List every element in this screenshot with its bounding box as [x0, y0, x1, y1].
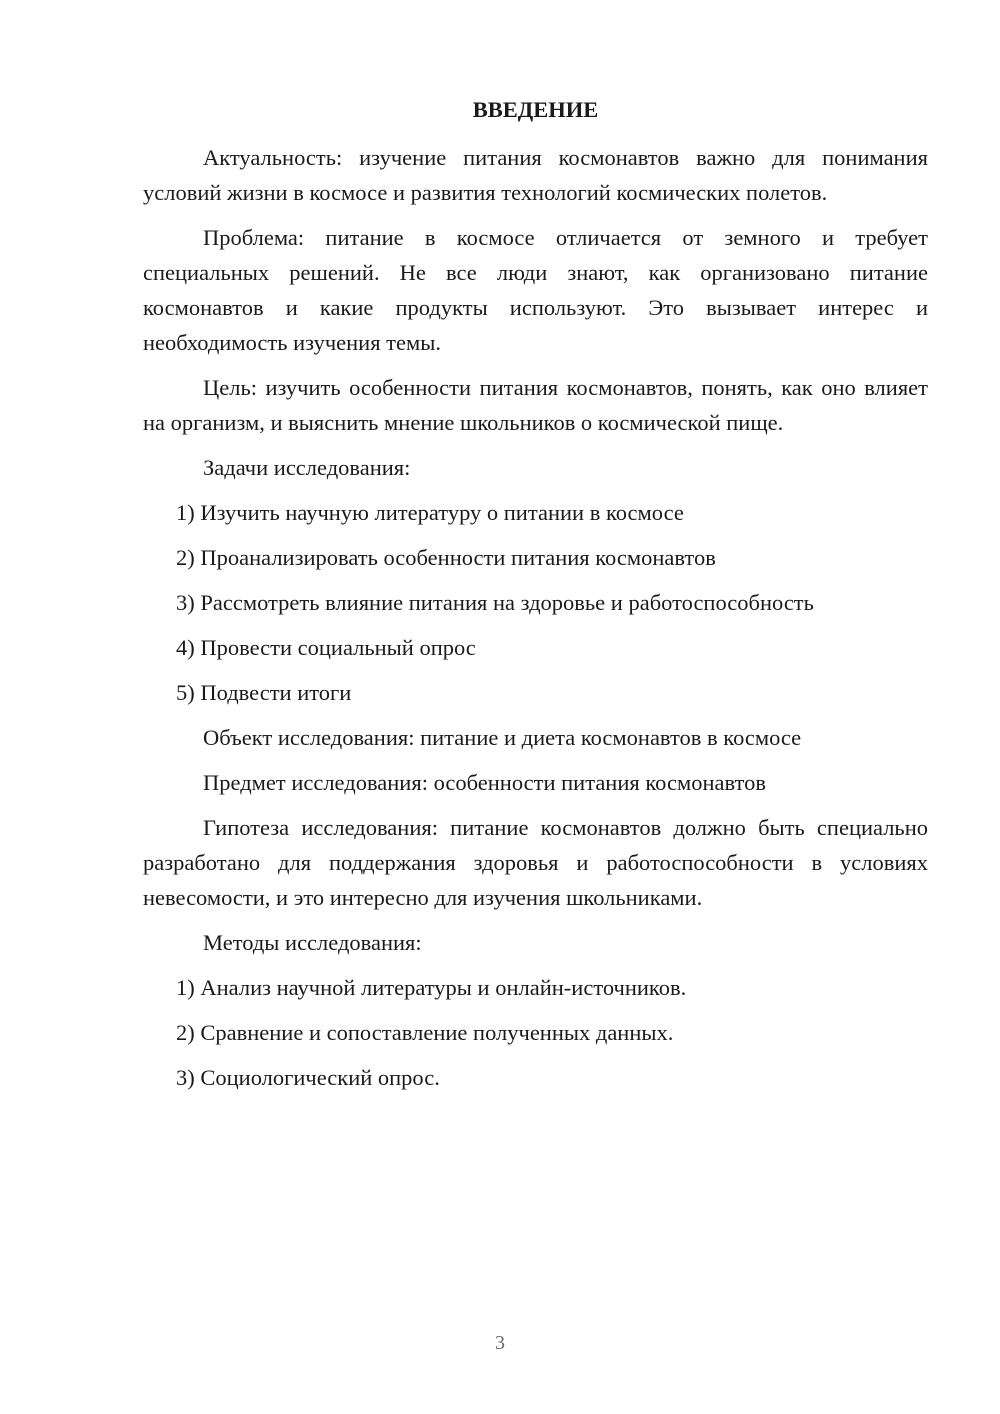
page-content — [143, 92, 928, 1105]
task-item: 4) Провести социальный опрос — [176, 635, 476, 660]
problem-paragraph: Проблема: питание в космосе отличается от земного и требует специальных решений. Не все люди знают, как организовано питание космонавтов и какие продукты используют. Это вызывает интерес и необходимость изучения темы. — [143, 225, 928, 355]
tasks-heading: Задачи исследования: — [203, 455, 411, 480]
task-item: 5) Подвести итоги — [176, 680, 352, 705]
method-item: 2) Сравнение и сопоставление полученных данных. — [176, 1020, 674, 1045]
methods-heading: Методы исследования: — [203, 930, 422, 955]
task-item: 3) Рассмотреть влияние питания на здоровье и работоспособность — [176, 590, 814, 615]
methods-list — [143, 970, 928, 1095]
page-number: 3 — [495, 1332, 505, 1354]
object-line: Объект исследования: питание и диета космонавтов в космосе — [203, 725, 802, 750]
relevance-paragraph: Актуальность: изучение питания космонавтов важно для понимания условий жизни в космосе и развития технологий космических полетов. — [143, 145, 928, 205]
task-item: 1) Изучить научную литературу о питании в космосе — [176, 500, 684, 525]
task-item: 2) Проанализировать особенности питания космонавтов — [176, 545, 716, 570]
goal-paragraph: Цель: изучить особенности питания космонавтов, понять, как оно влияет на организм, и выяснить мнение школьников о космической пище. — [143, 375, 928, 435]
section-title: ВВЕДЕНИЕ — [472, 97, 599, 122]
tasks-list — [143, 495, 928, 710]
method-item: 3) Социологический опрос. — [176, 1065, 440, 1090]
method-item: 1) Анализ научной литературы и онлайн-источников. — [176, 975, 687, 1000]
subject-line: Предмет исследования: особенности питания космонавтов — [203, 770, 766, 795]
hypothesis-paragraph: Гипотеза исследования: питание космонавтов должно быть специально разработано для поддержания здоровья и работоспособности в условиях невесомости, и это интересно для изучения школьниками. — [143, 815, 928, 910]
